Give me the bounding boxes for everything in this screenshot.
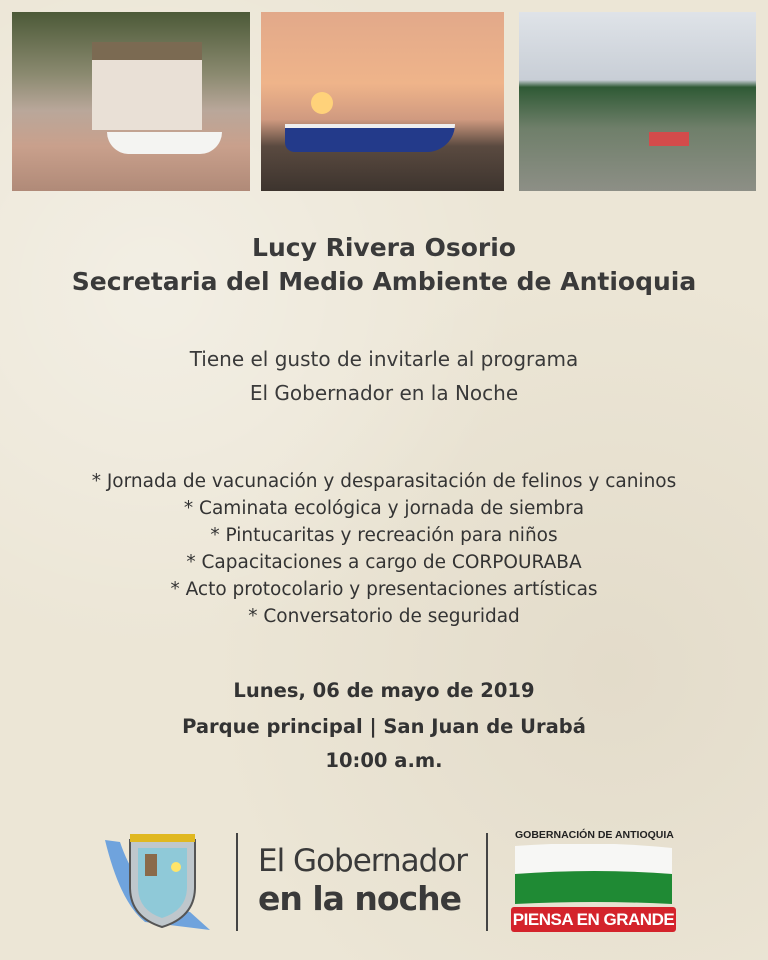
- activity-item: * Pintucaritas y recreación para niños: [210, 525, 558, 546]
- divider: [486, 833, 488, 931]
- activity-item: * Acto protocolario y presentaciones artísticas: [170, 579, 598, 600]
- sun: [311, 92, 333, 114]
- program-logo-line-2: en la noche: [258, 879, 462, 918]
- kiosk: [92, 42, 202, 130]
- activity-item: * Jornada de vacunación y desparasitación de felinos y caninos: [91, 471, 677, 492]
- beach-sunset-boat-photo: [261, 12, 504, 191]
- slogan-badge: PIENSA EN GRANDE: [511, 907, 676, 932]
- san-juan-de-uraba-shield-logo: [100, 832, 215, 932]
- park-plaza-photo: [12, 12, 250, 191]
- invite-line-1: Tiene el gusto de invitarle al programa: [189, 347, 579, 371]
- fountain-basin: [107, 132, 222, 154]
- antioquia-flag: [515, 844, 672, 906]
- activity-item: * Capacitaciones a cargo de CORPOURABA: [186, 552, 582, 573]
- boat: [285, 124, 455, 152]
- event-date: Lunes, 06 de mayo de 2019: [233, 679, 535, 702]
- event-place: Parque principal | San Juan de Urabá: [182, 715, 586, 738]
- aerial-town-photo: [519, 12, 756, 191]
- activity-item: * Caminata ecológica y jornada de siembra: [183, 498, 585, 519]
- red-roof: [649, 132, 689, 146]
- invite-line-2: El Gobernador en la Noche: [249, 381, 519, 405]
- gobernacion-label: GOBERNACIÓN DE ANTIOQUIA: [515, 829, 674, 841]
- host-title: Secretaria del Medio Ambiente de Antioquia: [71, 267, 697, 296]
- divider: [236, 833, 238, 931]
- activity-item: * Conversatorio de seguridad: [248, 606, 520, 627]
- event-time: 10:00 a.m.: [325, 749, 443, 772]
- host-name: Lucy Rivera Osorio: [252, 233, 516, 262]
- program-logo-line-1: El Gobernador: [258, 843, 468, 879]
